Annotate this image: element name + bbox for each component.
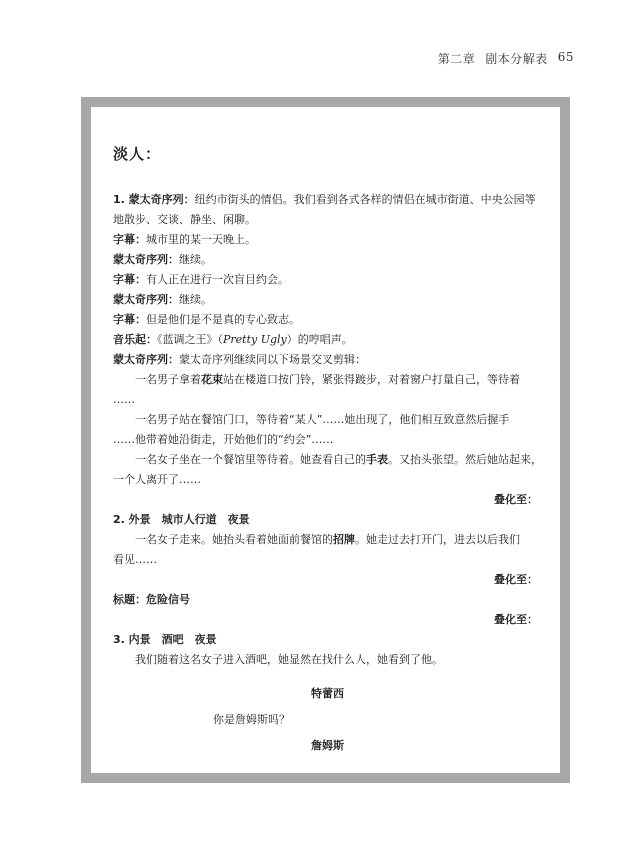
dialogue-line: 你是詹姆斯吗？ [213, 713, 290, 726]
caption-line-3: 字幕：但是他们是不是真的专心致志。 [113, 313, 300, 326]
scene-heading-2: 2. 外景 城市人行道 夜景 [113, 513, 250, 526]
character-name-tracy: 特蕾西 [311, 687, 344, 700]
action-paragraph-2: 一名男子站在餐馆门口，等待着“某人”……她出现了，他们相互致意然后握手 [135, 413, 510, 426]
scene-2-action: 一名女子走来。她抬头看着她面前餐馆的招牌。她走过去打开门，进去以后我们 [135, 533, 520, 546]
scene-3-action: 我们随着这名女子进入酒吧，她显然在找什么人，她看到了他。 [135, 653, 443, 666]
music-line: 音乐起：《蓝调之王》（Pretty Ugly）的哼唱声。 [113, 333, 353, 346]
chapter-label: 第二章 [437, 52, 476, 66]
dissolve-transition-3: 叠化至： [494, 613, 538, 626]
scene-2-action-cont: 看见…… [113, 553, 157, 566]
action-paragraph-3-cont: 一个人离开了…… [113, 473, 201, 486]
running-head [438, 50, 574, 67]
dissolve-transition-2: 叠化至： [494, 573, 538, 586]
dissolve-transition-1: 叠化至： [494, 493, 538, 506]
character-name-james: 詹姆斯 [311, 739, 344, 752]
fade-in-title: 淡人： [113, 145, 162, 163]
montage-line-1: 1. 蒙太奇序列：纽约市街头的情侣。我们看到各式各样的情侣在城市街道、中央公园等 [113, 193, 536, 206]
action-paragraph-1: 一名男子拿着花束站在楼道口按门铃，紧张得踱步，对着窗户打量自己，等待着 [135, 373, 520, 386]
action-paragraph-3: 一名女子坐在一个餐馆里等待着。她查看自己的手表。又抬头张望。然后她站起来， [135, 453, 542, 466]
scene-heading-3: 3. 内景 酒吧 夜景 [113, 633, 217, 646]
caption-line-2: 字幕：有人正在进行一次盲目约会。 [113, 273, 289, 286]
script-excerpt [91, 107, 560, 773]
script-excerpt-frame [81, 97, 570, 783]
montage-line-4: 蒙太奇序列：蒙太奇序列继续同以下场景交叉剪辑： [113, 353, 366, 366]
action-paragraph-2-cont: ……他带着她沿街走，开始他们的“约会”…… [113, 433, 334, 446]
caption-heading: 标题：危险信号 [113, 593, 190, 606]
montage-line-3: 蒙太奇序列：继续。 [113, 293, 212, 306]
page-number: 65 [557, 50, 574, 64]
action-paragraph-1-cont: …… [113, 393, 135, 406]
montage-line-1-cont: 地散步、交谈、静坐、闲聊。 [113, 213, 256, 226]
montage-line-2: 蒙太奇序列：继续。 [113, 253, 212, 266]
section-label: 剧本分解表 [485, 52, 548, 66]
caption-line-1: 字幕：城市里的某一天晚上。 [113, 233, 256, 246]
